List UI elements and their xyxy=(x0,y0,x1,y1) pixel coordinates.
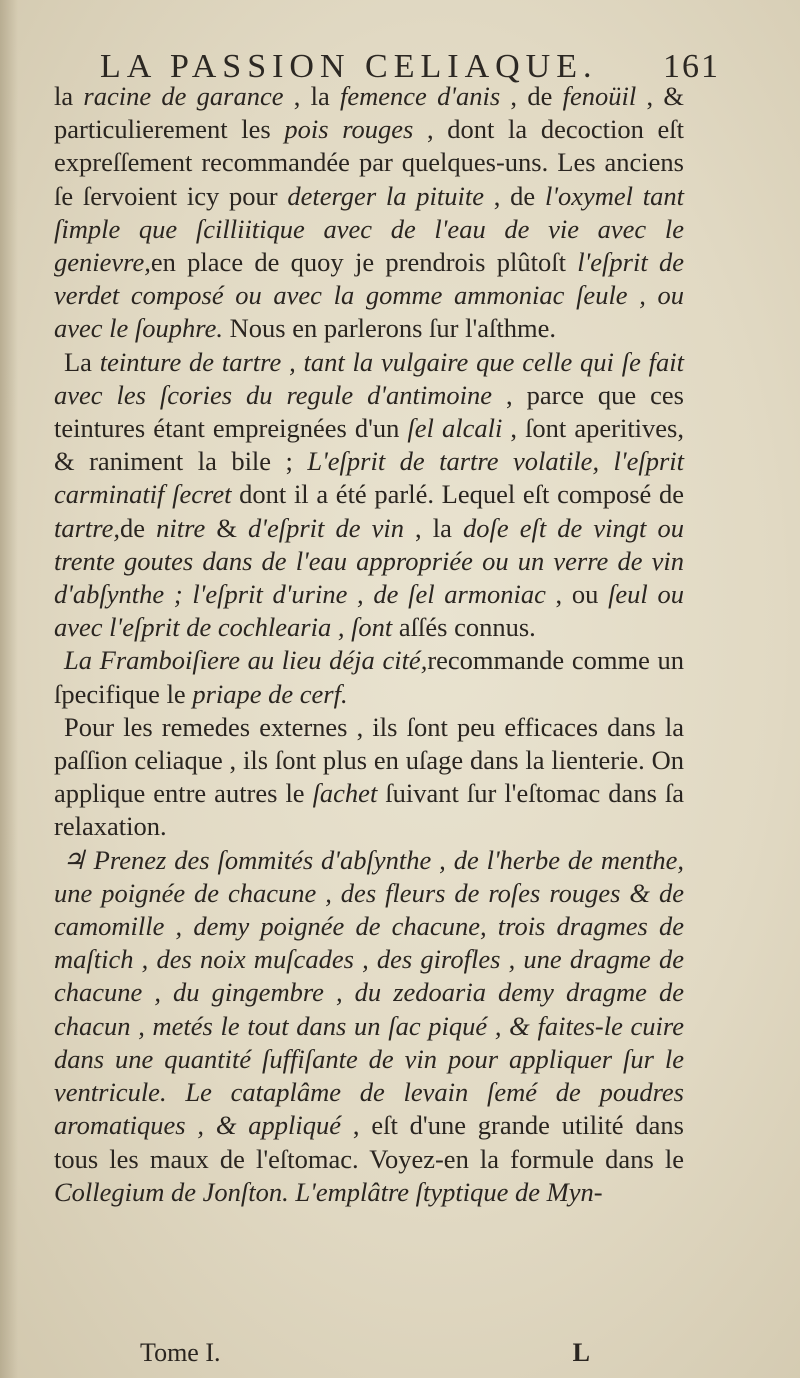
italic-run: tartre, xyxy=(54,512,121,543)
text-run: , ſont aperitives, & raniment la bile ; xyxy=(54,413,684,477)
body-text xyxy=(54,80,684,1209)
paragraph-3 xyxy=(54,644,684,710)
paragraph-2 xyxy=(54,346,684,645)
italic-run: teinture de tartre , tant la vulgaire que celle qui ſe fait avec les ſcories du regule d'antimoine xyxy=(54,346,684,410)
italic-run: pois rouges xyxy=(284,114,414,145)
italic-run: ſachet xyxy=(312,778,378,809)
italic-run: nitre xyxy=(156,512,206,543)
text-run: , de xyxy=(500,81,563,111)
text-run: de xyxy=(120,512,157,543)
text-run: , ou xyxy=(545,579,609,610)
text-run: Pour les remedes externes , ils ſont peu efficaces dans la paſſion celiaque , ils ſont plus en uſage dans la lienterie. On applique entre autres le xyxy=(54,711,684,809)
page-number: 161 xyxy=(663,48,720,85)
text-run: dont il a été parlé. Lequel eſt composé de xyxy=(231,479,684,510)
italic-run: racine de garance xyxy=(83,81,284,111)
volume-label: Tome I. xyxy=(140,1338,221,1367)
page-footer xyxy=(140,1338,590,1368)
italic-run: Collegium de Jonſton. L'emplâtre ſtyptique de Myn- xyxy=(54,1176,603,1207)
italic-run: L'eſprit de tartre volatile, l'eſprit carminatif ſecret xyxy=(54,446,684,510)
italic-run: ſeul ou avec l'eſprit de cochlearia , ſont xyxy=(54,579,684,643)
running-title: LA PASSION CELIAQUE. xyxy=(100,48,598,85)
text-run: , parce que ces teintures étant empreignées d'un xyxy=(54,379,684,444)
signature-mark: L xyxy=(572,1338,590,1367)
italic-run: fenoüil xyxy=(562,81,637,111)
italic-run: l'oxymel tant ſimple que ſcilliitique avec de l'eau de vie avec le genievre, xyxy=(54,180,685,278)
italic-run: deterger la pituite xyxy=(287,180,484,211)
italic-run: La Framboiſiere au lieu déja cité, xyxy=(64,645,428,676)
text-run: , la xyxy=(283,81,341,111)
text-run: ſuivant ſur l'eſtomac dans ſa relaxation. xyxy=(54,778,684,842)
text-run: la xyxy=(54,81,84,111)
paragraph-5-recipe xyxy=(54,844,684,1209)
page-gutter-shadow xyxy=(0,0,18,1378)
text-run: & xyxy=(205,512,249,543)
italic-run: ſel alcali xyxy=(407,413,503,444)
paragraph-1 xyxy=(54,80,684,346)
italic-run: priape de cerf. xyxy=(192,678,348,709)
italic-run: femence d'anis xyxy=(340,81,501,111)
text-run: , dont la decoction eſt expreſſement recommandée par quelques-uns. Les anciens ſe ſervoient icy pour xyxy=(54,114,684,211)
text-run: , la xyxy=(403,512,463,543)
paragraph-4 xyxy=(54,711,684,844)
text-run: , & particulierement les xyxy=(54,81,684,145)
text-run: , de xyxy=(484,180,545,211)
text-run: recommande comme un ſpecifique le xyxy=(54,645,684,709)
text-run: , eſt d'une grande utilité dans tous les maux de l'eſtomac. Voyez-en la formule dans le xyxy=(54,1110,684,1174)
text-run: en place de quoy je prendrois plûtoſt xyxy=(150,247,578,278)
italic-run: doſe eſt de vingt ou trente goutes dans de l'eau appropriée ou un verre de vin d'abſynthe ; l'eſprit d'urine , de ſel armoniac xyxy=(54,512,685,610)
text-run: Nous en parlerons ſur l'aſthme. xyxy=(223,313,556,344)
text-run: aſſés connus. xyxy=(392,612,536,643)
italic-run: ♃ Prenez des ſommités d'abſynthe , de l'herbe de menthe, une poignée de chacune , des fleurs de roſes rouges & de camomille , demy poignée de chacune, trois dragmes de maſtich , des noix muſcades , des girofles , une dragme de chacune , du gingembre , du zedoaria demy dragme de chacun , metés le tout dans un ſac piqué , & faites-le cuire dans une quantité ſuffiſante de vin pour appliquer ſur le ventricule. Le cataplâme de levain ſemé de poudres aromatiques , & appliqué xyxy=(54,844,684,1141)
italic-run: d'eſprit de vin xyxy=(248,512,404,543)
text-run: La xyxy=(64,346,100,377)
italic-run: l'eſprit de verdet composé ou avec la gomme ammoniac ſeule , ou avec le ſouphre. xyxy=(54,247,684,344)
